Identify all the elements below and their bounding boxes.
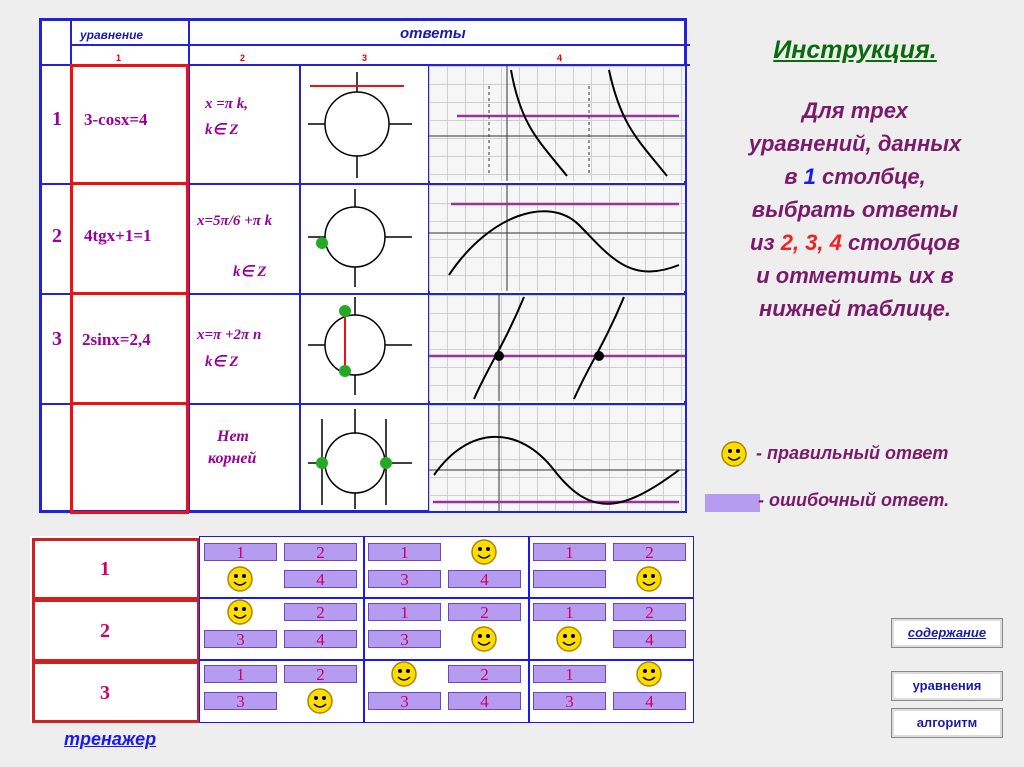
answer-choice-button[interactable]: 1 <box>533 665 606 683</box>
equation-3: 2sinx=2,4 <box>82 330 151 349</box>
smiley-correct-icon[interactable] <box>470 625 498 653</box>
trainer-row-label-2: 2 <box>100 620 110 642</box>
smiley-correct-icon[interactable] <box>555 625 583 653</box>
smiley-legend-icon <box>720 440 748 468</box>
instruction-line-1: Для трех <box>802 98 908 123</box>
instruction-text <box>700 94 1010 325</box>
graph-sin <box>429 185 685 291</box>
smiley-correct-icon[interactable] <box>390 660 418 688</box>
answer-choice-button[interactable]: 1 <box>368 603 441 621</box>
answer-choice-button[interactable]: 1 <box>533 603 606 621</box>
instruction-line-3: в 1 столбце, <box>784 164 926 189</box>
answer-2-line2: k∈ Z <box>233 264 267 280</box>
graph-cos <box>429 405 685 511</box>
legend-correct: - правильный ответ <box>756 443 949 463</box>
answer-choice-button[interactable]: 4 <box>448 570 521 588</box>
smiley-correct-icon[interactable] <box>226 565 254 593</box>
answer-choice-button[interactable]: 2 <box>284 543 357 561</box>
equation-cell-4 <box>70 402 189 514</box>
answer-2-line1: x=5π/6 +π k <box>197 213 273 229</box>
answer-choice-button[interactable]: 2 <box>613 543 686 561</box>
answer-choice-button[interactable]: 3 <box>368 570 441 588</box>
smiley-correct-icon[interactable] <box>226 598 254 626</box>
equation-2: 4tgx+1=1 <box>84 226 152 245</box>
answer-choice-button[interactable]: 1 <box>533 543 606 561</box>
answer-choice-button[interactable]: 2 <box>613 603 686 621</box>
smiley-correct-icon[interactable] <box>306 687 334 715</box>
answer-choice-button[interactable]: 2 <box>284 603 357 621</box>
answer-choice-button[interactable]: 1 <box>204 543 277 561</box>
answer-1-line1: x =π k, <box>205 96 248 112</box>
col-number-2: 2 <box>240 53 246 63</box>
header-answers: ответы <box>400 25 466 42</box>
graph-cot <box>429 66 685 181</box>
trainer-link[interactable]: тренажер <box>64 729 157 749</box>
answer-4-line1: Нет <box>217 428 249 445</box>
answer-3-line2: k∈ Z <box>205 354 239 370</box>
trainer-row-label-3: 3 <box>100 682 110 704</box>
col-number-1: 1 <box>116 53 122 63</box>
instruction-line-7: нижней таблице. <box>759 296 951 321</box>
answer-choice-button[interactable]: 1 <box>368 543 441 561</box>
answer-choice-button[interactable]: 1 <box>204 665 277 683</box>
answer-choice-button[interactable]: 4 <box>448 692 521 710</box>
answer-choice-button[interactable]: 3 <box>368 692 441 710</box>
legend-wrong: - ошибочный ответ. <box>758 490 950 510</box>
answer-choice-button[interactable]: 2 <box>448 603 521 621</box>
equations-button[interactable]: уравнения <box>891 671 1003 701</box>
row-number-1: 1 <box>52 108 62 130</box>
instruction-line-5: из 2, 3, 4 столбцов <box>749 230 961 255</box>
smiley-correct-icon[interactable] <box>635 565 663 593</box>
answer-choice-button[interactable]: 4 <box>284 630 357 648</box>
answer-choice-button[interactable]: 3 <box>533 692 606 710</box>
unit-circle-3 <box>300 295 426 401</box>
col-number-3: 3 <box>362 53 368 63</box>
unit-circle-1 <box>300 66 426 182</box>
graph-tan <box>429 295 685 401</box>
unit-circle-2 <box>300 185 426 291</box>
contents-button[interactable]: содержание <box>891 618 1003 648</box>
answer-choice-button[interactable]: 3 <box>204 630 277 648</box>
instruction-line-4: выбрать ответы <box>751 197 959 222</box>
answer-4-line2: корней <box>208 450 257 467</box>
row-number-3: 3 <box>52 328 62 350</box>
equation-1: 3-cosx=4 <box>84 110 148 129</box>
answer-choice-button[interactable]: 4 <box>613 692 686 710</box>
trainer-row-label-1: 1 <box>100 558 110 580</box>
answer-3-line1: x=π +2π n <box>197 327 262 343</box>
trainer-grid <box>199 536 694 723</box>
answer-choice-button[interactable] <box>533 570 606 588</box>
unit-circle-4 <box>300 405 426 511</box>
answer-1-line2: k∈ Z <box>205 122 239 138</box>
answer-choice-button[interactable]: 4 <box>284 570 357 588</box>
smiley-correct-icon[interactable] <box>635 660 663 688</box>
answer-choice-button[interactable]: 2 <box>284 665 357 683</box>
answer-choice-button[interactable]: 3 <box>204 692 277 710</box>
answer-choice-button[interactable]: 3 <box>368 630 441 648</box>
algorithm-button[interactable]: алгоритм <box>891 708 1003 738</box>
trainer-labels <box>30 536 200 723</box>
instruction-line-2: уравнений, данных <box>748 131 962 156</box>
smiley-correct-icon[interactable] <box>470 538 498 566</box>
row-number-2: 2 <box>52 225 62 247</box>
wrong-answer-swatch <box>705 494 760 512</box>
answer-choice-button[interactable]: 4 <box>613 630 686 648</box>
col-number-4: 4 <box>557 53 563 63</box>
answer-choice-button[interactable]: 2 <box>448 665 521 683</box>
header-equation: уравнение <box>80 28 144 42</box>
instruction-title: Инструкция. <box>773 36 937 64</box>
instruction-line-6: и отметить их в <box>756 263 954 288</box>
